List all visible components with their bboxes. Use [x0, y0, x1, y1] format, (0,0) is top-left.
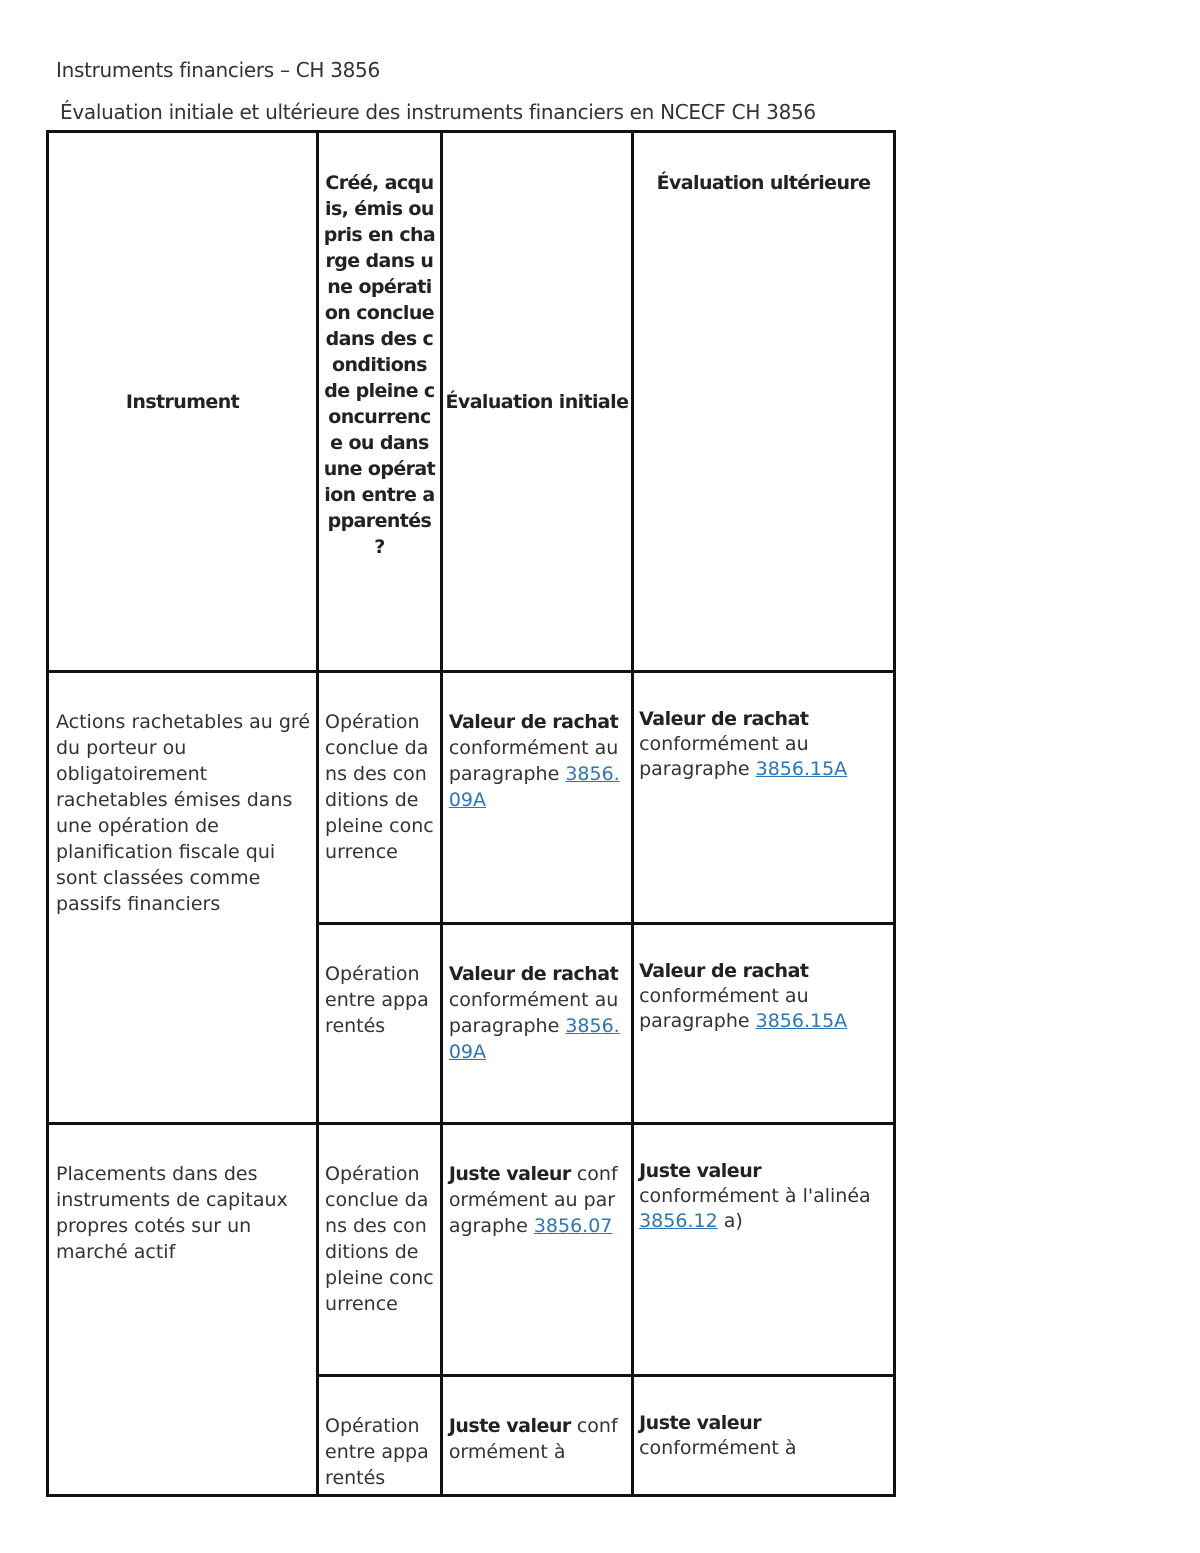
table-row — [48, 672, 895, 924]
subsequent-evaluation-cell: Juste valeur conformément à l'alinéa 3856.12 a) — [633, 1124, 895, 1376]
measure-label: Juste valeur — [448, 1415, 571, 1437]
initial-evaluation-cell: Valeur de rachat conformément au paragraphe 3856.09A — [441, 672, 632, 924]
evaluation-table — [46, 130, 896, 1497]
table-header-row — [48, 132, 895, 672]
paragraph-link[interactable]: 3856.15A — [755, 758, 848, 780]
subsequent-evaluation-cell: Valeur de rachat conformément au paragraphe 3856.15A — [633, 672, 895, 924]
header-instrument: Instrument — [48, 132, 318, 672]
initial-evaluation-cell: Juste valeur conformément à — [441, 1376, 632, 1496]
header-initial-evaluation: Évaluation initiale — [441, 132, 632, 672]
paragraph-link[interactable]: 3856.09A — [448, 763, 620, 811]
paragraph-link[interactable]: 3856.09A — [448, 1015, 620, 1063]
paragraph-link[interactable]: 3856.15A — [755, 1010, 848, 1032]
subsequent-evaluation-cell: Valeur de rachat conformément au paragraphe 3856.15A — [633, 924, 895, 1124]
header-subsequent-evaluation: Évaluation ultérieure — [633, 132, 895, 672]
measure-label: Valeur de rachat — [448, 711, 619, 733]
operation-cell: Opération conclue dans des conditions de pleine concurrence — [318, 1124, 442, 1376]
measure-label: Valeur de rachat — [639, 960, 809, 982]
instrument-cell: Actions rachetables au gré du porteur ou obligatoirement rachetables émises dans une opération de planification fiscale qui sont classées comme passifs financiers — [48, 672, 318, 1124]
measure-label: Valeur de rachat — [448, 963, 619, 985]
operation-cell: Opération entre apparentés — [318, 1376, 442, 1496]
initial-evaluation-cell: Juste valeur conformément au paragraphe 3856.07 — [441, 1124, 632, 1376]
paragraph-link[interactable]: 3856.12 — [639, 1210, 718, 1232]
instrument-cell: Placements dans des instruments de capitaux propres cotés sur un marché actif — [48, 1124, 318, 1496]
measure-label: Juste valeur — [639, 1412, 762, 1434]
measure-label: Juste valeur — [448, 1163, 571, 1185]
document-subtitle: Évaluation initiale et ultérieure des instruments financiers en NCECF CH 3856 — [60, 100, 816, 124]
initial-evaluation-cell: Valeur de rachat conformément au paragraphe 3856.09A — [441, 924, 632, 1124]
operation-cell: Opération conclue dans des conditions de pleine concurrence — [318, 672, 442, 924]
measure-label: Juste valeur — [639, 1160, 762, 1182]
document-title: Instruments financiers – CH 3856 — [56, 58, 380, 82]
operation-cell: Opération entre apparentés — [318, 924, 442, 1124]
subsequent-evaluation-cell: Juste valeur conformément à — [633, 1376, 895, 1496]
header-operation: Créé, acquis, émis ou pris en charge dans une opération conclue dans des conditions de pleine concurrence ou dans une opération entre apparentés ? — [318, 132, 442, 672]
table-row — [48, 1124, 895, 1376]
paragraph-link[interactable]: 3856.07 — [533, 1215, 613, 1237]
measure-label: Valeur de rachat — [639, 708, 809, 730]
